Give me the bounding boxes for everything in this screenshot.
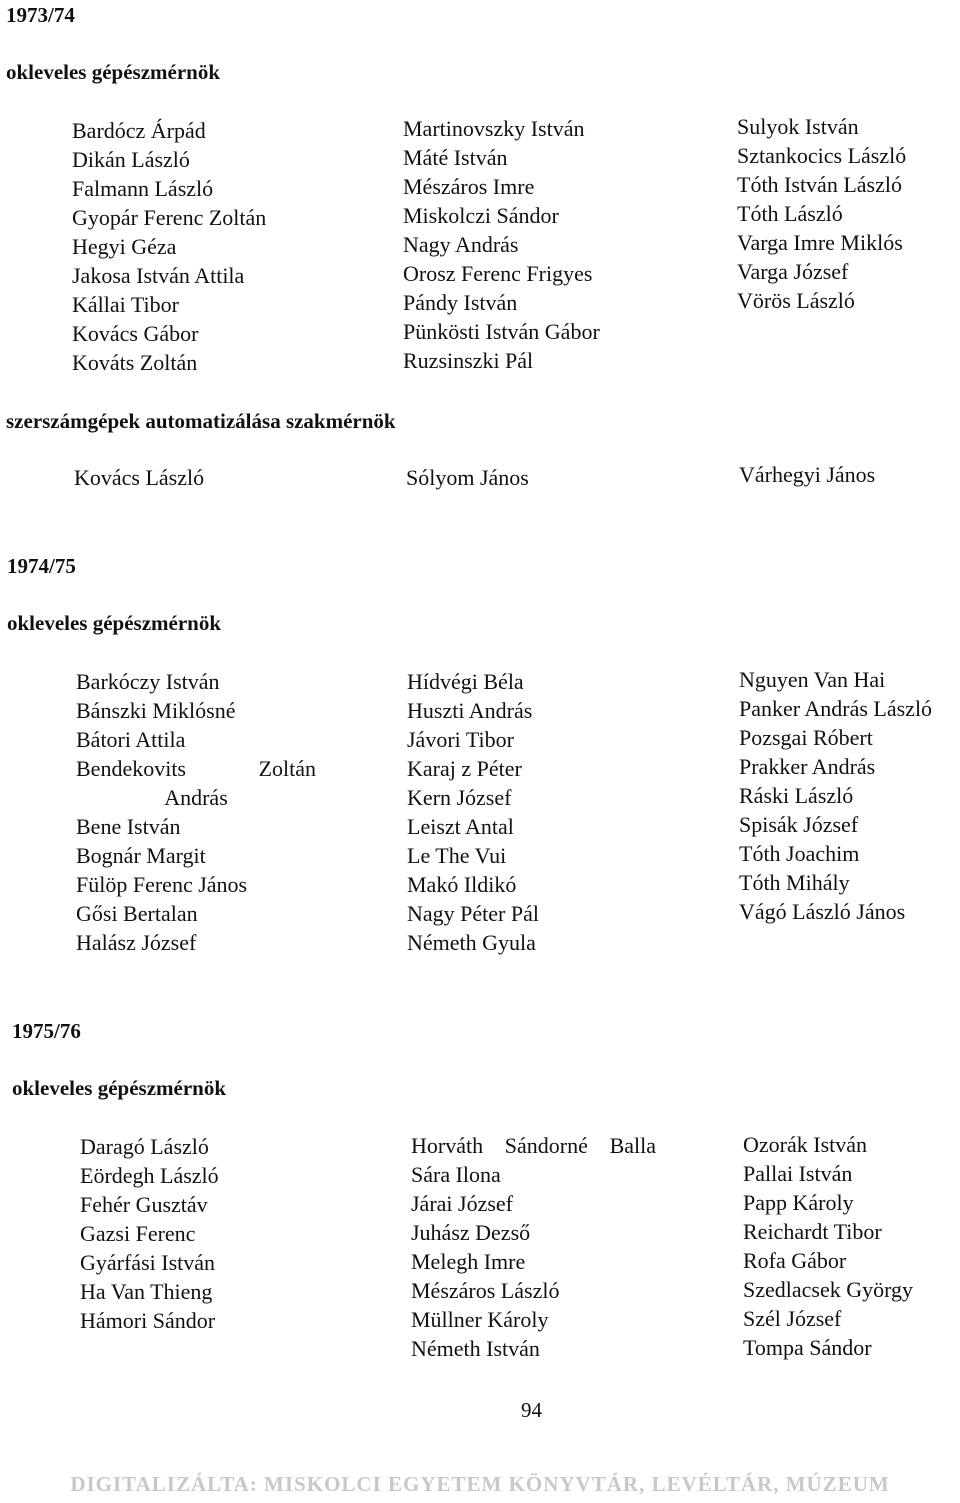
list-item: Járai József: [411, 1191, 514, 1216]
list-item: Makó Ildikó: [407, 872, 517, 897]
list-item: Pallai István: [743, 1161, 853, 1186]
list-item: Papp Károly: [743, 1190, 854, 1215]
list-item: Várhegyi János: [739, 462, 876, 487]
list-item: Sulyok István: [737, 114, 859, 139]
list-item: Németh István: [411, 1336, 540, 1361]
name-column: [80, 1132, 219, 1335]
list-item: Müllner Károly: [411, 1307, 549, 1332]
list-item: Miskolczi Sándor: [403, 203, 559, 228]
degree-heading: okleveles gépészmérnök: [6, 60, 221, 84]
name-column: [403, 114, 600, 375]
list-item: Melegh Imre: [411, 1249, 526, 1274]
name-column: [76, 667, 336, 957]
name-column: [737, 112, 906, 315]
list-item: Kovács Gábor: [72, 321, 199, 346]
list-item: Sztankocics László: [737, 143, 907, 168]
list-item: Hegyi Géza: [72, 234, 177, 259]
page-number: 94: [521, 1398, 542, 1422]
list-item: Bene István: [76, 814, 181, 839]
name-column: [411, 1131, 656, 1363]
list-item: Tóth Joachim: [739, 841, 860, 866]
degree-heading: szerszámgépek automatizálása szakmérnök: [6, 409, 396, 433]
list-item: Gyopár Ferenc Zoltán: [72, 205, 267, 230]
list-item: Prakker András: [739, 754, 876, 779]
list-item: Kállai Tibor: [72, 292, 179, 317]
list-item: Ha Van Thieng: [80, 1279, 213, 1304]
list-item: Vágó László János: [739, 899, 906, 924]
list-item: Halász József: [76, 930, 197, 955]
list-item: Vörös László: [737, 288, 855, 313]
list-item: Le The Vui: [407, 843, 507, 868]
list-item: Pünkösti István Gábor: [403, 319, 600, 344]
list-item: Fülöp Ferenc János: [76, 872, 248, 897]
year-heading-1975-76: 1975/76: [12, 1019, 81, 1043]
list-item: Gyárfási István: [80, 1250, 216, 1275]
list-item: Nguyen Van Hai: [739, 667, 886, 692]
list-item: Kovács László: [74, 465, 205, 490]
list-item: Varga Imre Miklós: [737, 230, 903, 255]
year-heading-1974-75: 1974/75: [7, 554, 76, 578]
list-item: Martinovszky István: [403, 116, 585, 141]
list-item: Sólyom János: [406, 465, 529, 490]
list-item: Orosz Ferenc Frigyes: [403, 261, 593, 286]
list-item: Bendekovits Zoltán András: [76, 756, 316, 810]
list-item: Eördegh László: [80, 1163, 219, 1188]
list-item: Kern József: [407, 785, 512, 810]
digitization-footer: DIGITALIZÁLTA: MISKOLCI EGYETEM KÖNYVTÁR, LEVÉLTÁR, MÚZEUM: [70, 1472, 890, 1496]
list-item: Tóth István László: [737, 172, 902, 197]
list-item: Tompa Sándor: [743, 1335, 872, 1360]
list-item: Spisák József: [739, 812, 859, 837]
degree-heading: okleveles gépészmérnök: [12, 1076, 227, 1100]
list-item: Gazsi Ferenc: [80, 1221, 196, 1246]
name-column: [743, 1130, 913, 1362]
list-item: Ozorák István: [743, 1132, 868, 1157]
list-item: Dikán László: [72, 147, 190, 172]
list-item: Nagy András: [403, 232, 519, 257]
list-item: Bognár Margit: [76, 843, 206, 868]
degree-heading: okleveles gépészmérnök: [7, 611, 222, 635]
list-item: Tóth Mihály: [739, 870, 850, 895]
list-item: Panker András László: [739, 696, 933, 721]
name-column: [739, 665, 932, 926]
list-item: Pozsgai Róbert: [739, 725, 873, 750]
list-item: Mészáros Imre: [403, 174, 535, 199]
list-item: Gősi Bertalan: [76, 901, 198, 926]
list-item: Varga József: [737, 259, 849, 284]
list-item: Bardócz Árpád: [72, 118, 206, 143]
list-item: Reichardt Tibor: [743, 1219, 882, 1244]
list-item: Szedlacsek György: [743, 1277, 914, 1302]
list-item: Ráski László: [739, 783, 854, 808]
list-item: Mészáros László: [411, 1278, 560, 1303]
list-item: Horváth Sándorné Balla Sára Ilona: [411, 1133, 656, 1187]
list-item: Jakosa István Attila: [72, 263, 245, 288]
year-heading-1973-74: 1973/74: [6, 3, 75, 27]
list-item: Hámori Sándor: [80, 1308, 216, 1333]
list-item: Tóth László: [737, 201, 843, 226]
list-item: Hídvégi Béla: [407, 669, 524, 694]
name-column: [407, 667, 539, 957]
list-item: Karaj z Péter: [407, 756, 522, 781]
list-item: Németh Gyula: [407, 930, 536, 955]
list-item: Kováts Zoltán: [72, 350, 198, 375]
list-item: Daragó László: [80, 1134, 209, 1159]
list-item: Máté István: [403, 145, 508, 170]
list-item: Szél József: [743, 1306, 842, 1331]
name-column: [72, 116, 266, 377]
list-item: Barkóczy István: [76, 669, 220, 694]
list-item: Pándy István: [403, 290, 518, 315]
list-item: Nagy Péter Pál: [407, 901, 539, 926]
list-item: Bátori Attila: [76, 727, 186, 752]
list-item: Juhász Dezső: [411, 1220, 531, 1245]
list-item: Falmann László: [72, 176, 214, 201]
list-item: Ruzsinszki Pál: [403, 348, 534, 373]
list-item: Fehér Gusztáv: [80, 1192, 208, 1217]
list-item: Jávori Tibor: [407, 727, 514, 752]
list-item: Bánszki Miklósné: [76, 698, 236, 723]
list-item: Leiszt Antal: [407, 814, 514, 839]
list-item: Huszti András: [407, 698, 533, 723]
list-item: Rofa Gábor: [743, 1248, 847, 1273]
